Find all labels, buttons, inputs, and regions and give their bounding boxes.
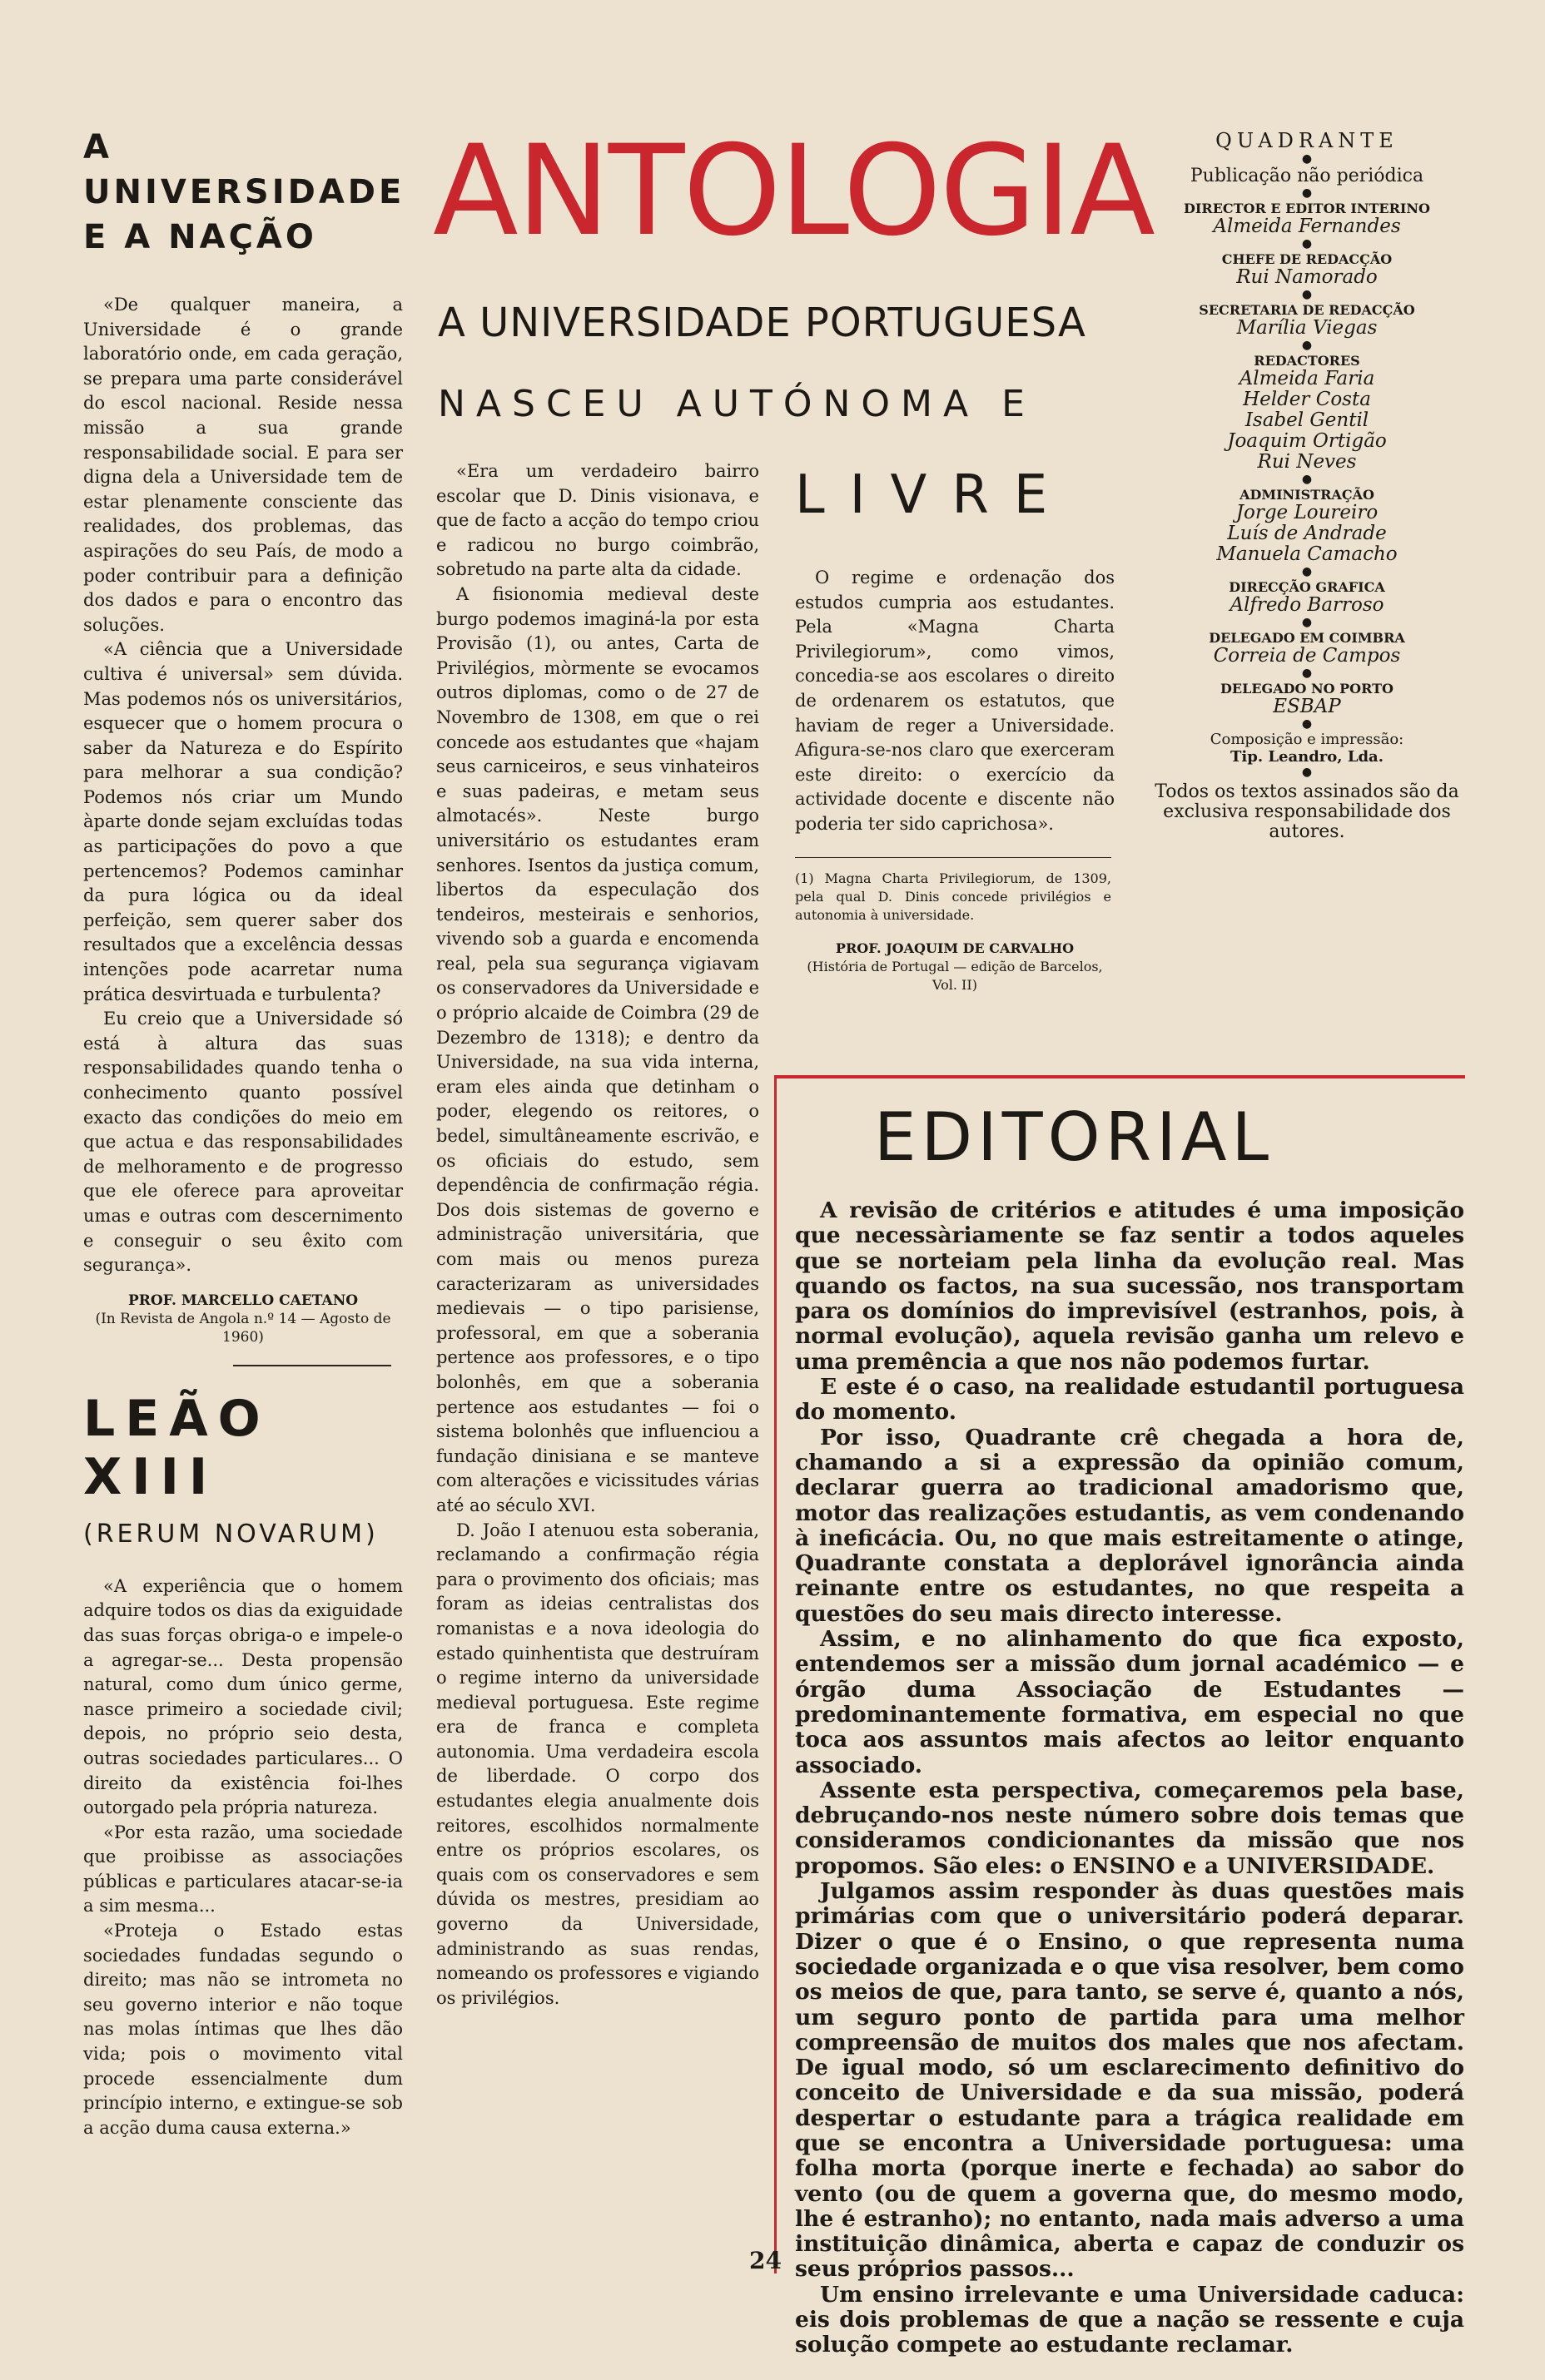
masthead-label: DIRECÇÃO GRAFICA: [1229, 579, 1385, 595]
editorial-text: [795, 1198, 1464, 2358]
comp-value: Tip. Leandro, Lda.: [1230, 748, 1384, 766]
author-name: PROF. JOAQUIM DE CARVALHO: [835, 940, 1075, 956]
editorial-title: EDITORIAL: [874, 1098, 1274, 1176]
masthead-value: Helder Costa: [1243, 389, 1371, 410]
masthead-value: Correia de Campos: [1213, 645, 1401, 667]
left-heading-nacao: E A NAÇÃO: [83, 218, 317, 256]
masthead-label: SECRETARIA DE REDACÇÃO: [1199, 302, 1415, 318]
bullet: ●: [1301, 288, 1313, 301]
bullet: ●: [1301, 186, 1313, 200]
masthead-value: ESBAP: [1273, 696, 1341, 717]
masthead-value: Manuela Camacho: [1216, 543, 1398, 565]
bullet: ●: [1301, 473, 1313, 486]
masthead-value: Rui Namorado: [1236, 266, 1378, 288]
paragraph: Assente esta perspectiva, começaremos pela base, debruçando-nos neste número sobre dois temas que consideramos condicionantes da missão que nos propomos. São eles: o ENSINO e a UNIVERSIDADE.: [795, 1777, 1464, 1879]
carvalho-attribution: [795, 940, 1115, 994]
masthead-note: Todos os textos assinados são da exclusiva responsabilidade dos autores.: [1155, 781, 1459, 842]
antologia-title: ANTOLOGIA: [433, 119, 1154, 264]
nasceu-line: NASCEU AUTÓNOMA E: [438, 383, 1036, 425]
paragraph: «Era um verdadeiro bairro escolar que D. Dinis visionava, e que de facto a acção do tempo criou e radicou no burgo coimbrão, sobretudo na parte alta da cidade.: [436, 461, 759, 580]
bullet: ●: [1301, 339, 1313, 352]
paragraph: A revisão de critérios e atitudes é uma imposição que necessàriamente se faz sentir a todos aqueles que se norteiam pela linha da evolução real. Mas quando os factos, na sua sucessão, nos transportam para os domínios do imprevisível (estranhos, pois, à normal evolução), aquela revisão ganha um relevo e uma premência a que nos não podemos furtar.: [795, 1197, 1464, 1375]
right-text-column: [795, 566, 1115, 994]
rerum-heading: (RERUM NOVARUM): [83, 1519, 379, 1549]
comp-label: Composição e impressão:: [1210, 731, 1404, 748]
paragraph: Julgamos assim responder às duas questões mais primárias com que o universitário poderá deparar. Dizer o que é o Ensino, o que representa numa sociedade organizada e o que visa resolver, bem como os meios de que, para tanto, se serve é, quanto a nós, um seguro ponto de partida para uma melhor compreensão de muitos dos males que nos afectam. De igual modo, só um esclarecimento definitivo do conceito de Universidade e da sua missão, poderá despertar o estudante para a trágica realidade em que se encontra a Universidade portuguesa: uma folha morta (porque inerte e fechada) ao sabor do vento (ou de quem a governa que, do mesmo modo, lhe é estranho); no entanto, nada mais adverso a uma instituição dinâmica, aberta e capaz de conduzir os seus próprios passos...: [795, 1878, 1464, 2283]
left-heading-universidade: UNIVERSIDADE: [83, 173, 405, 211]
masthead: [1140, 129, 1473, 842]
bullet: ●: [1301, 616, 1313, 629]
editorial-body: [795, 1198, 1464, 2358]
masthead-label: REDACTORES: [1254, 353, 1360, 369]
masthead-subtitle: Publicação não periódica: [1190, 166, 1424, 186]
masthead-value: Rui Neves: [1257, 451, 1357, 473]
masthead-label: DIRECTOR E EDITOR INTERINO: [1184, 201, 1430, 216]
masthead-value: Marília Viegas: [1236, 317, 1378, 339]
author-source: (In Revista de Angola n.º 14 — Agosto de 1960): [95, 1310, 391, 1346]
divider: [233, 1365, 391, 1366]
caetano-attribution: [83, 1292, 403, 1346]
masthead-value: Luís de Andrade: [1227, 523, 1387, 544]
livre-line: LIVRE: [795, 464, 1073, 526]
masthead-label: DELEGADO NO PORTO: [1220, 681, 1393, 697]
footnote: (1) Magna Charta Privilegiorum, de 1309, pela qual D. Dinis concede privilégios e autonomia à universidade.: [795, 857, 1111, 925]
masthead-value: Almeida Faria: [1239, 368, 1375, 389]
bullet: ●: [1301, 766, 1313, 779]
antologia-subtitle: A UNIVERSIDADE PORTUGUESA: [438, 300, 1086, 346]
bullet: ●: [1301, 667, 1313, 680]
carvalho-text-cont: [795, 566, 1115, 837]
paragraph: «Proteja o Estado estas sociedades fundadas segundo o direito; mas não se intrometa no seu governo interior e não toque nas molas íntimas que lhes dão vida; pois o movimento vital procede essencialmente dum princípio interno, e extingue-se sob a acção duma causa externa.»: [83, 1921, 403, 2138]
author-source: (História de Portugal — edição de Barcelos, Vol. II): [807, 958, 1103, 993]
bullet: ●: [1301, 237, 1313, 250]
left-column: [83, 125, 403, 2140]
paragraph: «De qualquer maneira, a Universidade é o grande laboratório onde, em cada geração, se prepara uma parte considerável do escol nacional. Reside nessa missão a sua grande responsabilidade social. E para ser digna dela a Universidade tem de estar plenamente consciente das realidades, dos problemas, das aspirações do seu País, de modo a poder contribuir para a definição dos dados e para o encontro das soluções.: [83, 295, 403, 635]
leao-heading: LEÃO XIII: [83, 1389, 271, 1506]
leao-quote: [83, 1574, 403, 2141]
masthead-label: DELEGADO EM COIMBRA: [1209, 630, 1405, 646]
masthead-value: Jorge Loureiro: [1235, 502, 1379, 523]
paragraph: Eu creio que a Universidade só está à altura das suas responsabilidades quando tenha o conhecimento quanto possível exacto das condições do meio em que actua e das responsabilidades de melhoramento e de progresso que ele oferece para aproveitar umas e outras com descernimento e conseguir o seu êxito com segurança».: [83, 1009, 403, 1276]
paragraph: «Por esta razão, uma sociedade que proibisse as associações públicas e particulares atacar-se-ia a sim mesma...: [83, 1822, 403, 1916]
masthead-value: Alfredo Barroso: [1230, 594, 1384, 616]
bullet: ●: [1301, 152, 1313, 166]
page-number: 24: [749, 2247, 782, 2274]
author-name: PROF. MARCELLO CAETANO: [127, 1292, 359, 1309]
paragraph: «A ciência que a Universidade cultiva é universal» sem dúvida. Mas podemos nós os universitários, esquecer que o homem procura o saber da Natureza e do Espírito para melhorar a sua condição? Podemos nós criar um Mundo àparte donde sejam excluídas todas as participações do povo a que pertencemos? Podemos caminhar da pura lógica ou da ideal perfeição, sem querer saber dos resultados que a excelência dessas intenções pode acarretar numa prática desvirtuada e turbulenta?: [83, 639, 403, 1004]
bullet: ●: [1301, 565, 1313, 578]
paragraph: Assim, e no alinhamento do que fica exposto, entendemos ser a missão dum jornal académico — e órgão duma Associação de Estudantes — predominantemente formativa, em especial no que toca aos assuntos mais afectos ao leitor enquanto associado.: [795, 1626, 1464, 1778]
bullet: ●: [1301, 717, 1313, 731]
carvalho-text: [436, 459, 759, 2011]
masthead-label: CHEFE DE REDACÇÃO: [1221, 251, 1393, 267]
paragraph: Por isso, Quadrante crê chegada a hora de, chamando a si a expressão da opinião comum, declarar guerra ao tradicional amadorismo que, motor das realizações estudantis, as vem condenando à ineficácia. Ou, no que mais estreitamente o atinge, Quadrante constata a deplorável ignorância ainda reinante entre os estudantes, no que respeita a questões do seu mais directo interesse.: [795, 1424, 1464, 1627]
masthead-label: ADMINISTRAÇÃO: [1239, 487, 1374, 503]
paragraph: O regime e ordenação dos estudos cumpria aos estudantes. Pela «Magna Charta Privilegiorum», como vimos, concedia-se aos escolares o direito de ordenarem os estatutos, que haviam de reger a Universidade. Afigura-se-nos claro que exerceram este direito: o exercício da actividade docente e discente não poderia ter sido caprichosa».: [795, 568, 1115, 834]
caetano-quote: [83, 293, 403, 1278]
paragraph: «A experiência que o homem adquire todos os dias da exiguidade das suas forças obriga-o e impele-o a agregar-se... Desta propensão natural, como dum único germe, nasce primeiro a sociedade civil; depois, no próprio seio desta, outras sociedades particulares... O direito da existência foi-lhes outorgado pela própria natureza.: [83, 1575, 403, 1818]
paragraph: D. João I atenuou esta soberania, reclamando a confirmação régia para o provimento dos oficiais; mas foram as ideias centralistas dos romanistas e a nova ideologia do estado quinhentista que destruíram o regime interno da universidade medieval portuguesa. Este regime era de franca e completa autonomia. Uma verdadeira escola de liberdade. O corpo dos estudantes elegia anualmente dois reitores, escolhidos normalmente entre os próprios escolares, os quais com os conservadores e sem dúvida os mestres, presidiam ao governo da Universidade, administrando as suas rendas, nomeando os professores e vigiando os privilégios.: [436, 1520, 759, 2008]
paragraph: E este é o caso, na realidade estudantil portuguesa do momento.: [795, 1374, 1464, 1426]
masthead-value: Joaquim Ortigão: [1227, 430, 1387, 452]
left-heading-a: A: [83, 128, 112, 166]
masthead-title: QUADRANTE: [1215, 129, 1398, 152]
editorial-red-side-rule: [774, 1075, 777, 2273]
paragraph: Um ensino irrelevante e uma Universidade caduca: eis dois problemas de que a nação se ressente e cuja solução compete ao estudante reclamar.: [795, 2281, 1464, 2358]
center-column: [436, 459, 759, 2011]
masthead-value: Almeida Fernandes: [1213, 216, 1401, 237]
masthead-blocks: [1140, 186, 1473, 717]
editorial-red-rule: [774, 1075, 1465, 1078]
paragraph: A fisionomia medieval deste burgo podemos imaginá-la por esta Provisão (1), ou antes, Carta de Privilégios, mòrmente se evocamos outros diplomas, como o de 27 de Novembro de 1308, em que o rei concede aos estudantes que «hajam seus carniceiros, e seus vinhateiros e suas padeiras, e metam seus almotacés». Neste burgo universitário os estudantes eram senhores. Isentos da justiça comum, libertos da especulação dos tendeiros, mesteirais e senhorios, vivendo sob a guarda e encomenda real, pela sua segurança vigiavam os conservadores da Universidade e o próprio alcaide de Coimbra (29 de Dezembro de 1318); e dentro da Universidade, na sua vida interna, eram eles ainda que detinham o poder, elegendo os reitores, o bedel, simultâneamente escrivão, e os oficiais do estudo, sem dependência de confirmação régia. Dos dois sistemas de governo e administração universitária, que com mais ou menos pureza caracterizaram as universidades medievais — o tipo parisiense, professoral, em que a soberania pertence aos professores, e o tipo bolonhês, em que a soberania pertence aos estudantes — foi o sistema bolonhês que influenciou a fundação dinisiana e se manteve com alterações e vicissitudes várias até ao século XVI.: [436, 583, 759, 1515]
masthead-value: Isabel Gentil: [1244, 409, 1369, 431]
